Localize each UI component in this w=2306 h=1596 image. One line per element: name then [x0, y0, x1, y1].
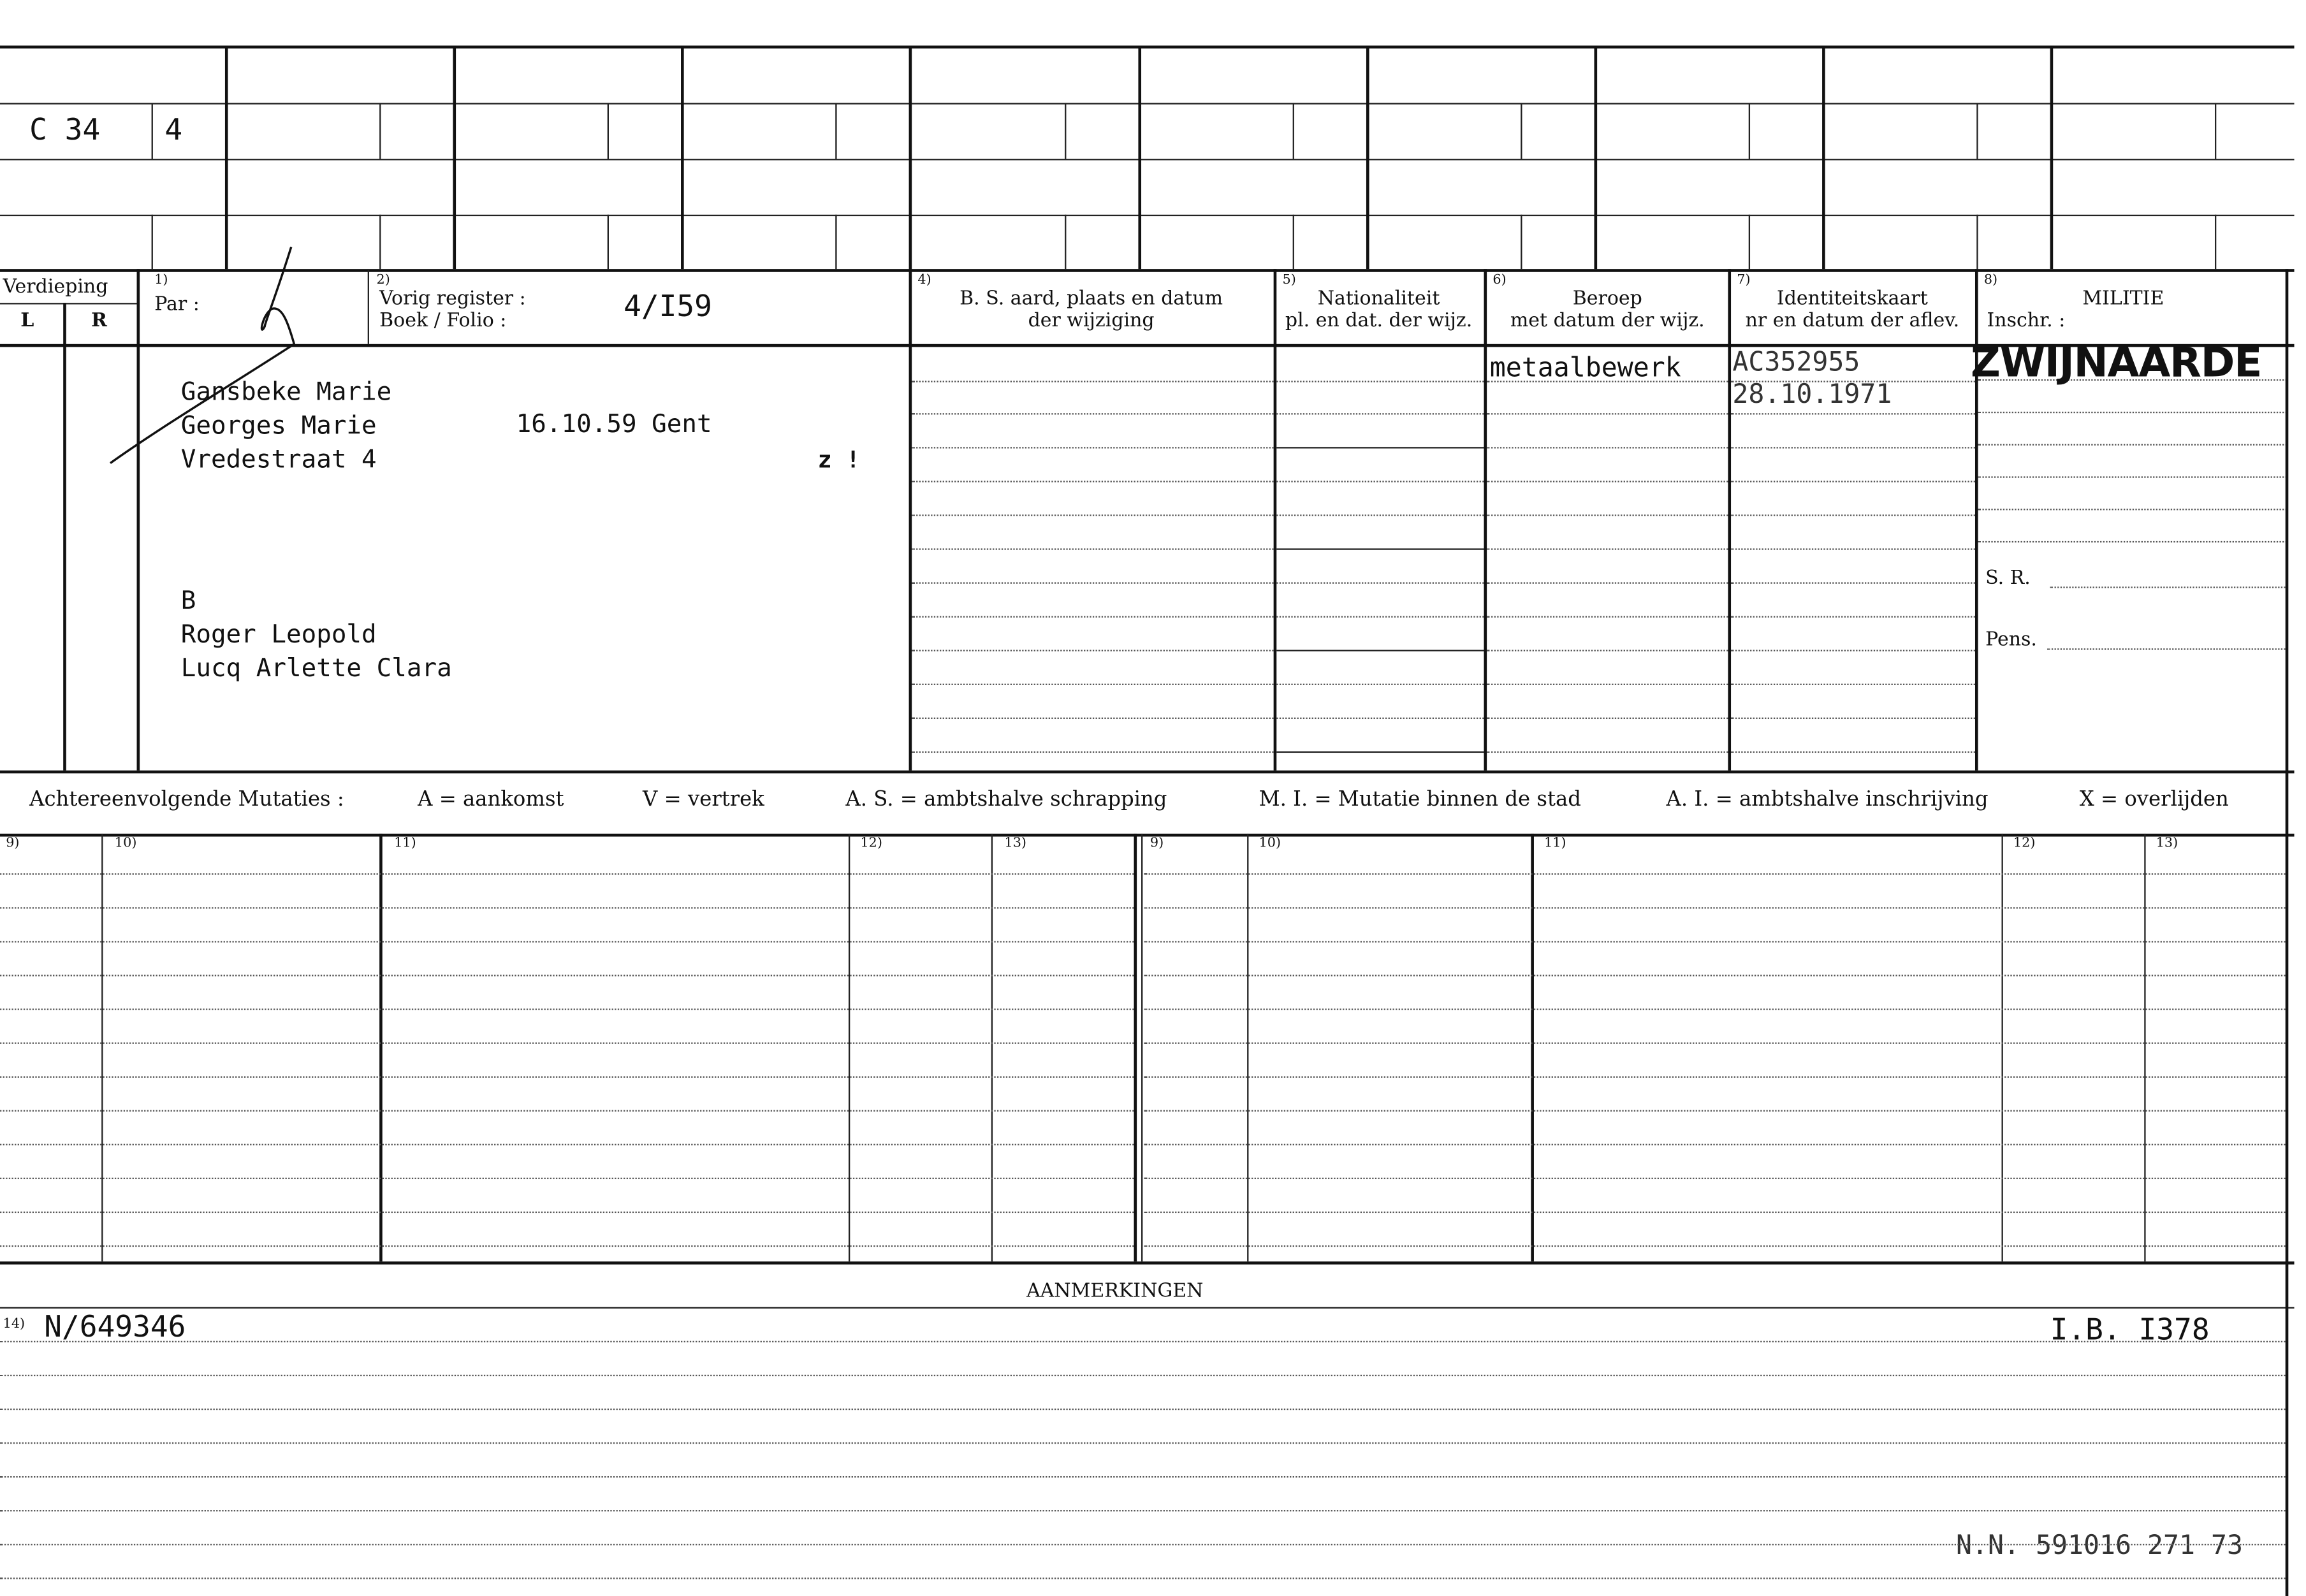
col-num-4: 4): [917, 273, 931, 289]
ruled-line: [1144, 1144, 2286, 1145]
ruled-line: [1978, 476, 2287, 477]
par-label: Par :: [154, 294, 200, 316]
ruled-line: [1144, 941, 2286, 942]
right-label: R: [91, 310, 107, 333]
nat-header-line2: pl. en dat. der wijz.: [1285, 310, 1473, 333]
ruled-line: [1144, 873, 2286, 874]
ruled-line: [912, 650, 1273, 651]
ruled-line: [1276, 381, 1484, 382]
ruled-line: [1144, 1178, 2286, 1179]
ruled-line: [0, 1008, 1134, 1010]
mut-left-9: 9): [6, 836, 20, 852]
beroep-header-line1: Beroep: [1572, 288, 1642, 310]
legend-title: Achtereenvolgende Mutaties :: [29, 788, 344, 812]
mark: z !: [817, 445, 861, 474]
remarks-code: N/649346: [44, 1309, 186, 1344]
ruled-line: [1731, 447, 1975, 448]
ruled-line: [0, 1178, 1134, 1179]
remarks-num: 14): [3, 1317, 26, 1332]
id-card-number: AC352955: [1732, 347, 1860, 378]
ruled-line: [1144, 1110, 2286, 1112]
pens-label: Pens.: [1985, 629, 2037, 651]
ruled-line: [1731, 650, 1975, 651]
ruled-line: [0, 1341, 2286, 1342]
ruled-line: [0, 1544, 2286, 1545]
ruled-line: [1487, 718, 1728, 719]
ruled-line: [1144, 1245, 2286, 1247]
ruled-line: [1276, 582, 1484, 583]
ruled-line: [1731, 751, 1975, 753]
beroep-header-line2: met datum der wijz.: [1510, 310, 1705, 333]
ruled-line: [912, 582, 1273, 583]
b-label: B: [180, 586, 196, 616]
ruled-line: [0, 975, 1134, 976]
ruled-line: [1978, 412, 2287, 413]
mut-right-11: 11): [1544, 836, 1566, 852]
beroep-header: [1487, 288, 1728, 332]
col-num-7: 7): [1737, 273, 1751, 289]
nationaliteit-header: [1274, 288, 1484, 332]
legend-v: V = vertrek: [643, 788, 764, 812]
ruled-line: [912, 548, 1273, 549]
mut-left-10: 10): [114, 836, 137, 852]
ruled-line: [1487, 481, 1728, 482]
occupation-value: metaalbewerk: [1489, 352, 1681, 384]
inschr-label: Inschr. :: [1987, 310, 2066, 333]
id-header-line2: nr en datum der aflev.: [1745, 310, 1960, 333]
boek-folio-label: Boek / Folio :: [379, 310, 507, 333]
ruled-line: [0, 941, 1134, 942]
ruled-line: [1276, 684, 1484, 685]
ruled-line: [0, 1442, 2286, 1444]
ruled-line: [1731, 514, 1975, 516]
ruled-line: [912, 514, 1273, 516]
left-label: L: [20, 310, 34, 333]
mut-left-12: 12): [860, 836, 882, 852]
ruled-line: [1731, 413, 1975, 414]
ruled-line: [1276, 481, 1484, 482]
militie-label: MILITIE: [2082, 288, 2164, 310]
nat-header-line1: Nationaliteit: [1317, 288, 1440, 310]
ruled-line: [0, 907, 1134, 908]
vorig-register-label: Vorig register :: [379, 288, 526, 310]
ruled-line: [1276, 548, 1484, 549]
ruled-line: [1487, 548, 1728, 549]
ruled-line: [1487, 751, 1728, 753]
ruled-line: [1276, 751, 1484, 753]
id-header-line1: Identiteitskaart: [1776, 288, 1928, 310]
legend-mi: M. I. = Mutatie binnen de stad: [1259, 788, 1581, 812]
ruled-line: [0, 1476, 2286, 1477]
col-num-1: 1): [154, 273, 168, 289]
ruled-line: [912, 381, 1273, 382]
ruled-line: [0, 1042, 1134, 1043]
id-card-date: 28.10.1971: [1732, 379, 1892, 410]
col-num-2: 2): [376, 273, 390, 289]
ruled-line: [1144, 975, 2286, 976]
ruled-line: [1276, 413, 1484, 414]
ruled-line: [1487, 684, 1728, 685]
ruled-line: [1978, 444, 2287, 446]
remarks-ib: I.B. I378: [2050, 1311, 2210, 1347]
ruled-line: [1731, 718, 1975, 719]
mut-left-13: 13): [1004, 836, 1027, 852]
ruled-line: [1978, 509, 2287, 510]
ruled-line: [0, 1510, 2286, 1511]
legend-ai: A. I. = ambtshalve inschrijving: [1666, 788, 1989, 812]
ruled-line: [1276, 616, 1484, 618]
ruled-line: [1731, 616, 1975, 618]
ruled-line: [0, 1245, 1134, 1247]
ruled-line: [1276, 514, 1484, 516]
card-code: C 34: [29, 112, 101, 147]
mut-left-11: 11): [394, 836, 416, 852]
person-line-2: Georges Marie: [180, 411, 377, 442]
ruled-line: [1487, 582, 1728, 583]
ruled-line: [1144, 1042, 2286, 1043]
ruled-line: [1144, 1077, 2286, 1078]
ruled-line: [1487, 447, 1728, 448]
militie-stamp: ZWIJNAARDE: [1971, 338, 2262, 387]
ruled-line: [1144, 1212, 2286, 1213]
ruled-line: [912, 481, 1273, 482]
ruled-line: [1731, 684, 1975, 685]
ruled-line: [0, 1144, 1134, 1145]
verdieping-label: Verdieping: [3, 276, 108, 299]
ruled-line: [912, 616, 1273, 618]
person-address: Vredestraat 4: [180, 445, 377, 475]
mut-right-12: 12): [2013, 836, 2036, 852]
ruled-line: [1731, 548, 1975, 549]
ruled-line: [1487, 413, 1728, 414]
ruled-line: [1487, 514, 1728, 516]
col-num-5: 5): [1282, 273, 1296, 289]
mut-right-13: 13): [2156, 836, 2178, 852]
ruled-line: [0, 1578, 2286, 1579]
col-num-6: 6): [1492, 273, 1507, 289]
ruled-line: [912, 413, 1273, 414]
remarks-nn: N.N. 591016 271 73: [1955, 1530, 2243, 1562]
ruled-line: [1276, 447, 1484, 448]
mut-right-9: 9): [1149, 836, 1164, 852]
legend-as: A. S. = ambtshalve schrapping: [845, 788, 1167, 812]
bs-header-line2: der wijziging: [1028, 310, 1155, 333]
ruled-line: [1144, 1008, 2286, 1010]
ruled-line: [0, 1409, 2286, 1410]
ruled-line: [1487, 616, 1728, 618]
person-line-6: Lucq Arlette Clara: [180, 654, 452, 684]
col-num-8: 8): [1983, 273, 1998, 289]
second-person-block: [181, 585, 452, 686]
sr-label: S. R.: [1985, 567, 2031, 590]
ruled-line: [1276, 650, 1484, 651]
card-number: 4: [164, 112, 183, 147]
vorig-register-value: 4/I59: [624, 288, 712, 324]
bs-header: [915, 288, 1268, 332]
ruled-line: [0, 1110, 1134, 1112]
ruled-line: [0, 873, 1134, 874]
ruled-line: [1487, 650, 1728, 651]
ruled-line: [0, 1077, 1134, 1078]
ruled-line: [1731, 481, 1975, 482]
ruled-line: [1978, 541, 2287, 542]
ruled-line: [1276, 718, 1484, 719]
strike-mark: [103, 235, 323, 470]
ruled-line: [0, 1375, 2286, 1376]
birth-info: 16.10.59 Gent: [516, 410, 712, 440]
legend-x: X = overlijden: [2079, 788, 2229, 812]
remarks-title: AANMERKINGEN: [1026, 1280, 1204, 1303]
identiteit-header: [1730, 288, 1975, 332]
ruled-line: [912, 447, 1273, 448]
ruled-line: [1144, 907, 2286, 908]
person-line-5: Roger Leopold: [180, 620, 377, 650]
person-line-1: Gansbeke Marie: [180, 377, 392, 407]
ruled-line: [912, 684, 1273, 685]
mut-right-10: 10): [1259, 836, 1281, 852]
ruled-line: [1731, 582, 1975, 583]
bs-header-line1: B. S. aard, plaats en datum: [960, 288, 1223, 310]
ruled-line: [0, 1212, 1134, 1213]
ruled-line: [912, 718, 1273, 719]
ruled-line: [912, 751, 1273, 753]
legend-a: A = aankomst: [418, 788, 564, 812]
